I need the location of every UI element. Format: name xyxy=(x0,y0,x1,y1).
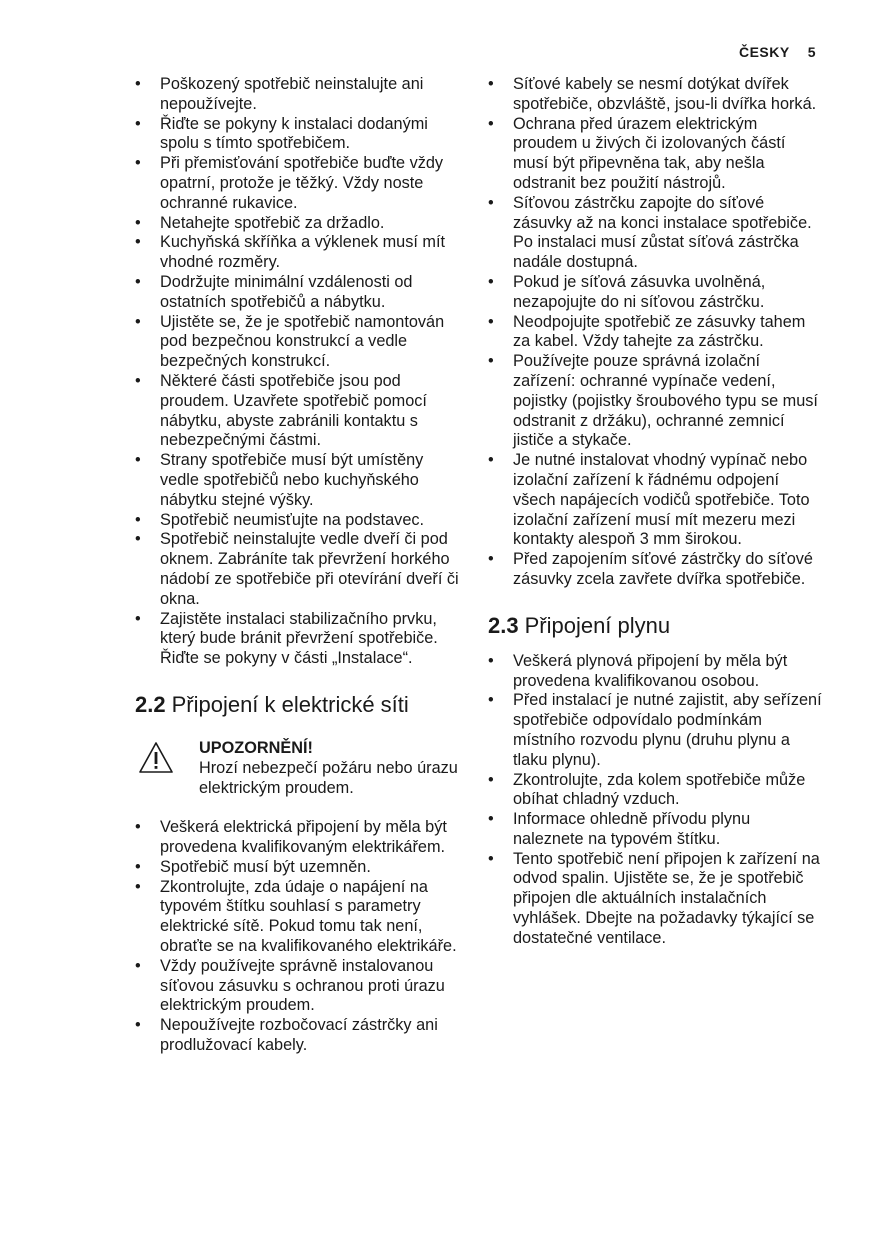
list-item: • Tento spotřebič není připojen k zařízení na odvod spalin. Ujistěte se, že je spotřebič připojen dle aktuálních instalačních vyhlášek. Dbejte na požadavky týkající se dostatečné ventilace. xyxy=(488,850,823,949)
list-item: • Některé části spotřebiče jsou pod proudem. Uzavřete spotřebič pomocí nábytku, abyste zabránili kontaktu s nebezpečnými částmi. xyxy=(135,372,465,451)
list-item: • Nepoužívejte rozbočovací zástrčky ani prodlužovací kabely. xyxy=(135,1016,465,1056)
list-item: • Ujistěte se, že je spotřebič namontován pod bezpečnou konstrukcí a vedle bezpečných konstrukcí. xyxy=(135,313,465,372)
list-item: • Spotřebič musí být uzemněn. xyxy=(135,858,465,878)
list-item: • Ochrana před úrazem elektrickým proudem u živých či izolovaných částí musí být připevněna tak, aby nešla odstranit bez použití nástrojů. xyxy=(488,115,823,194)
list-item: • Veškerá elektrická připojení by měla být provedena kvalifikovaným elektrikářem. xyxy=(135,818,465,858)
warning-box xyxy=(135,739,465,798)
section-title: Připojení plynu xyxy=(524,612,671,638)
page-number: 5 xyxy=(807,44,816,60)
list-item: • Před instalací je nutné zajistit, aby seřízení spotřebiče odpovídalo podmínkám místního rozvodu plynu (druhu plynu a tlaku plynu). xyxy=(488,691,823,770)
section-heading-gas xyxy=(488,612,823,640)
right-column xyxy=(488,75,823,949)
list-item: • Síťovou zástrčku zapojte do síťové zásuvky až na konci instalace spotřebiče. Po instalaci musí zůstat síťová zástrčka nadále dostupná. xyxy=(488,194,823,273)
list-item: • Dodržujte minimální vzdálenosti od ostatních spotřebičů a nábytku. xyxy=(135,273,465,313)
list-item: • Zkontrolujte, zda údaje o napájení na typovém štítku souhlasí s parametry elektrické sítě. Pokud tomu tak není, obraťte se na kvalifikovaného elektrikáře. xyxy=(135,878,465,957)
list-item: • Řiďte se pokyny k instalaci dodanými spolu s tímto spotřebičem. xyxy=(135,115,465,155)
section-title: Připojení k elektrické síti xyxy=(171,691,409,717)
safety-list-bottom-left xyxy=(135,818,465,1056)
safety-list-bottom-right xyxy=(488,652,823,949)
list-item: • Zajistěte instalaci stabilizačního prvku, který bude bránit převržení spotřebiče. Řiďte se pokyny v části „Instalace“. xyxy=(135,610,465,669)
list-item: • Před zapojením síťové zástrčky do síťové zásuvky zcela zavřete dvířka spotřebiče. xyxy=(488,550,823,590)
list-item: • Strany spotřebiče musí být umístěny vedle spotřebičů nebo kuchyňského nábytku stejné výšky. xyxy=(135,451,465,510)
warning-icon xyxy=(138,741,174,775)
language-label: ČESKY xyxy=(738,44,790,60)
section-number: 2.3 xyxy=(488,612,519,638)
page-header xyxy=(739,44,816,60)
list-item: • Vždy používejte správně instalovanou síťovou zásuvku s ochranou proti úrazu elektrickým proudem. xyxy=(135,957,465,1016)
section-heading-electrical xyxy=(135,691,465,719)
list-item: • Kuchyňská skříňka a výklenek musí mít vhodné rozměry. xyxy=(135,233,465,273)
list-item: • Spotřebič neinstalujte vedle dveří či pod oknem. Zabráníte tak převržení horkého nádobí ze spotřebiče při otevírání dveří či okna. xyxy=(135,530,465,609)
section-number: 2.2 xyxy=(135,691,166,717)
list-item: • Zkontrolujte, zda kolem spotřebiče může obíhat chladný vzduch. xyxy=(488,771,823,811)
list-item: • Síťové kabely se nesmí dotýkat dvířek spotřebiče, obzvláště, jsou-li dvířka horká. xyxy=(488,75,823,115)
list-item: • Spotřebič neumisťujte na podstavec. xyxy=(135,511,465,531)
warning-text: Hrozí nebezpečí požáru nebo úrazu elektrickým proudem. xyxy=(199,758,458,797)
list-item: • Při přemisťování spotřebiče buďte vždy opatrní, protože je těžký. Vždy noste ochranné rukavice. xyxy=(135,154,465,213)
safety-list-top-left xyxy=(135,75,465,669)
list-item: • Informace ohledně přívodu plynu naleznete na typovém štítku. xyxy=(488,810,823,850)
warning-title: UPOZORNĚNÍ! xyxy=(199,738,313,757)
list-item: • Netahejte spotřebič za držadlo. xyxy=(135,214,465,234)
list-item: • Pokud je síťová zásuvka uvolněná, nezapojujte do ni síťovou zástrčku. xyxy=(488,273,823,313)
list-item: • Neodpojujte spotřebič ze zásuvky tahem za kabel. Vždy tahejte za zástrčku. xyxy=(488,313,823,353)
list-item: • Používejte pouze správná izolační zařízení: ochranné vypínače vedení, pojistky (pojistky šroubového typu se musí odstranit z držáku), ochranné zemnicí jističe a stykače. xyxy=(488,352,823,451)
left-column xyxy=(135,75,465,1056)
safety-list-top-right xyxy=(488,75,823,590)
list-item: • Je nutné instalovat vhodný vypínač nebo izolační zařízení k řádnému odpojení všech napájecích vodičů spotřebiče. Toto izolační zařízení musí mít mezeru mezi kontakty alespoň 3 mm širokou. xyxy=(488,451,823,550)
list-item: • Veškerá plynová připojení by měla být provedena kvalifikovanou osobou. xyxy=(488,652,823,692)
list-item: • Poškozený spotřebič neinstalujte ani nepoužívejte. xyxy=(135,75,465,115)
